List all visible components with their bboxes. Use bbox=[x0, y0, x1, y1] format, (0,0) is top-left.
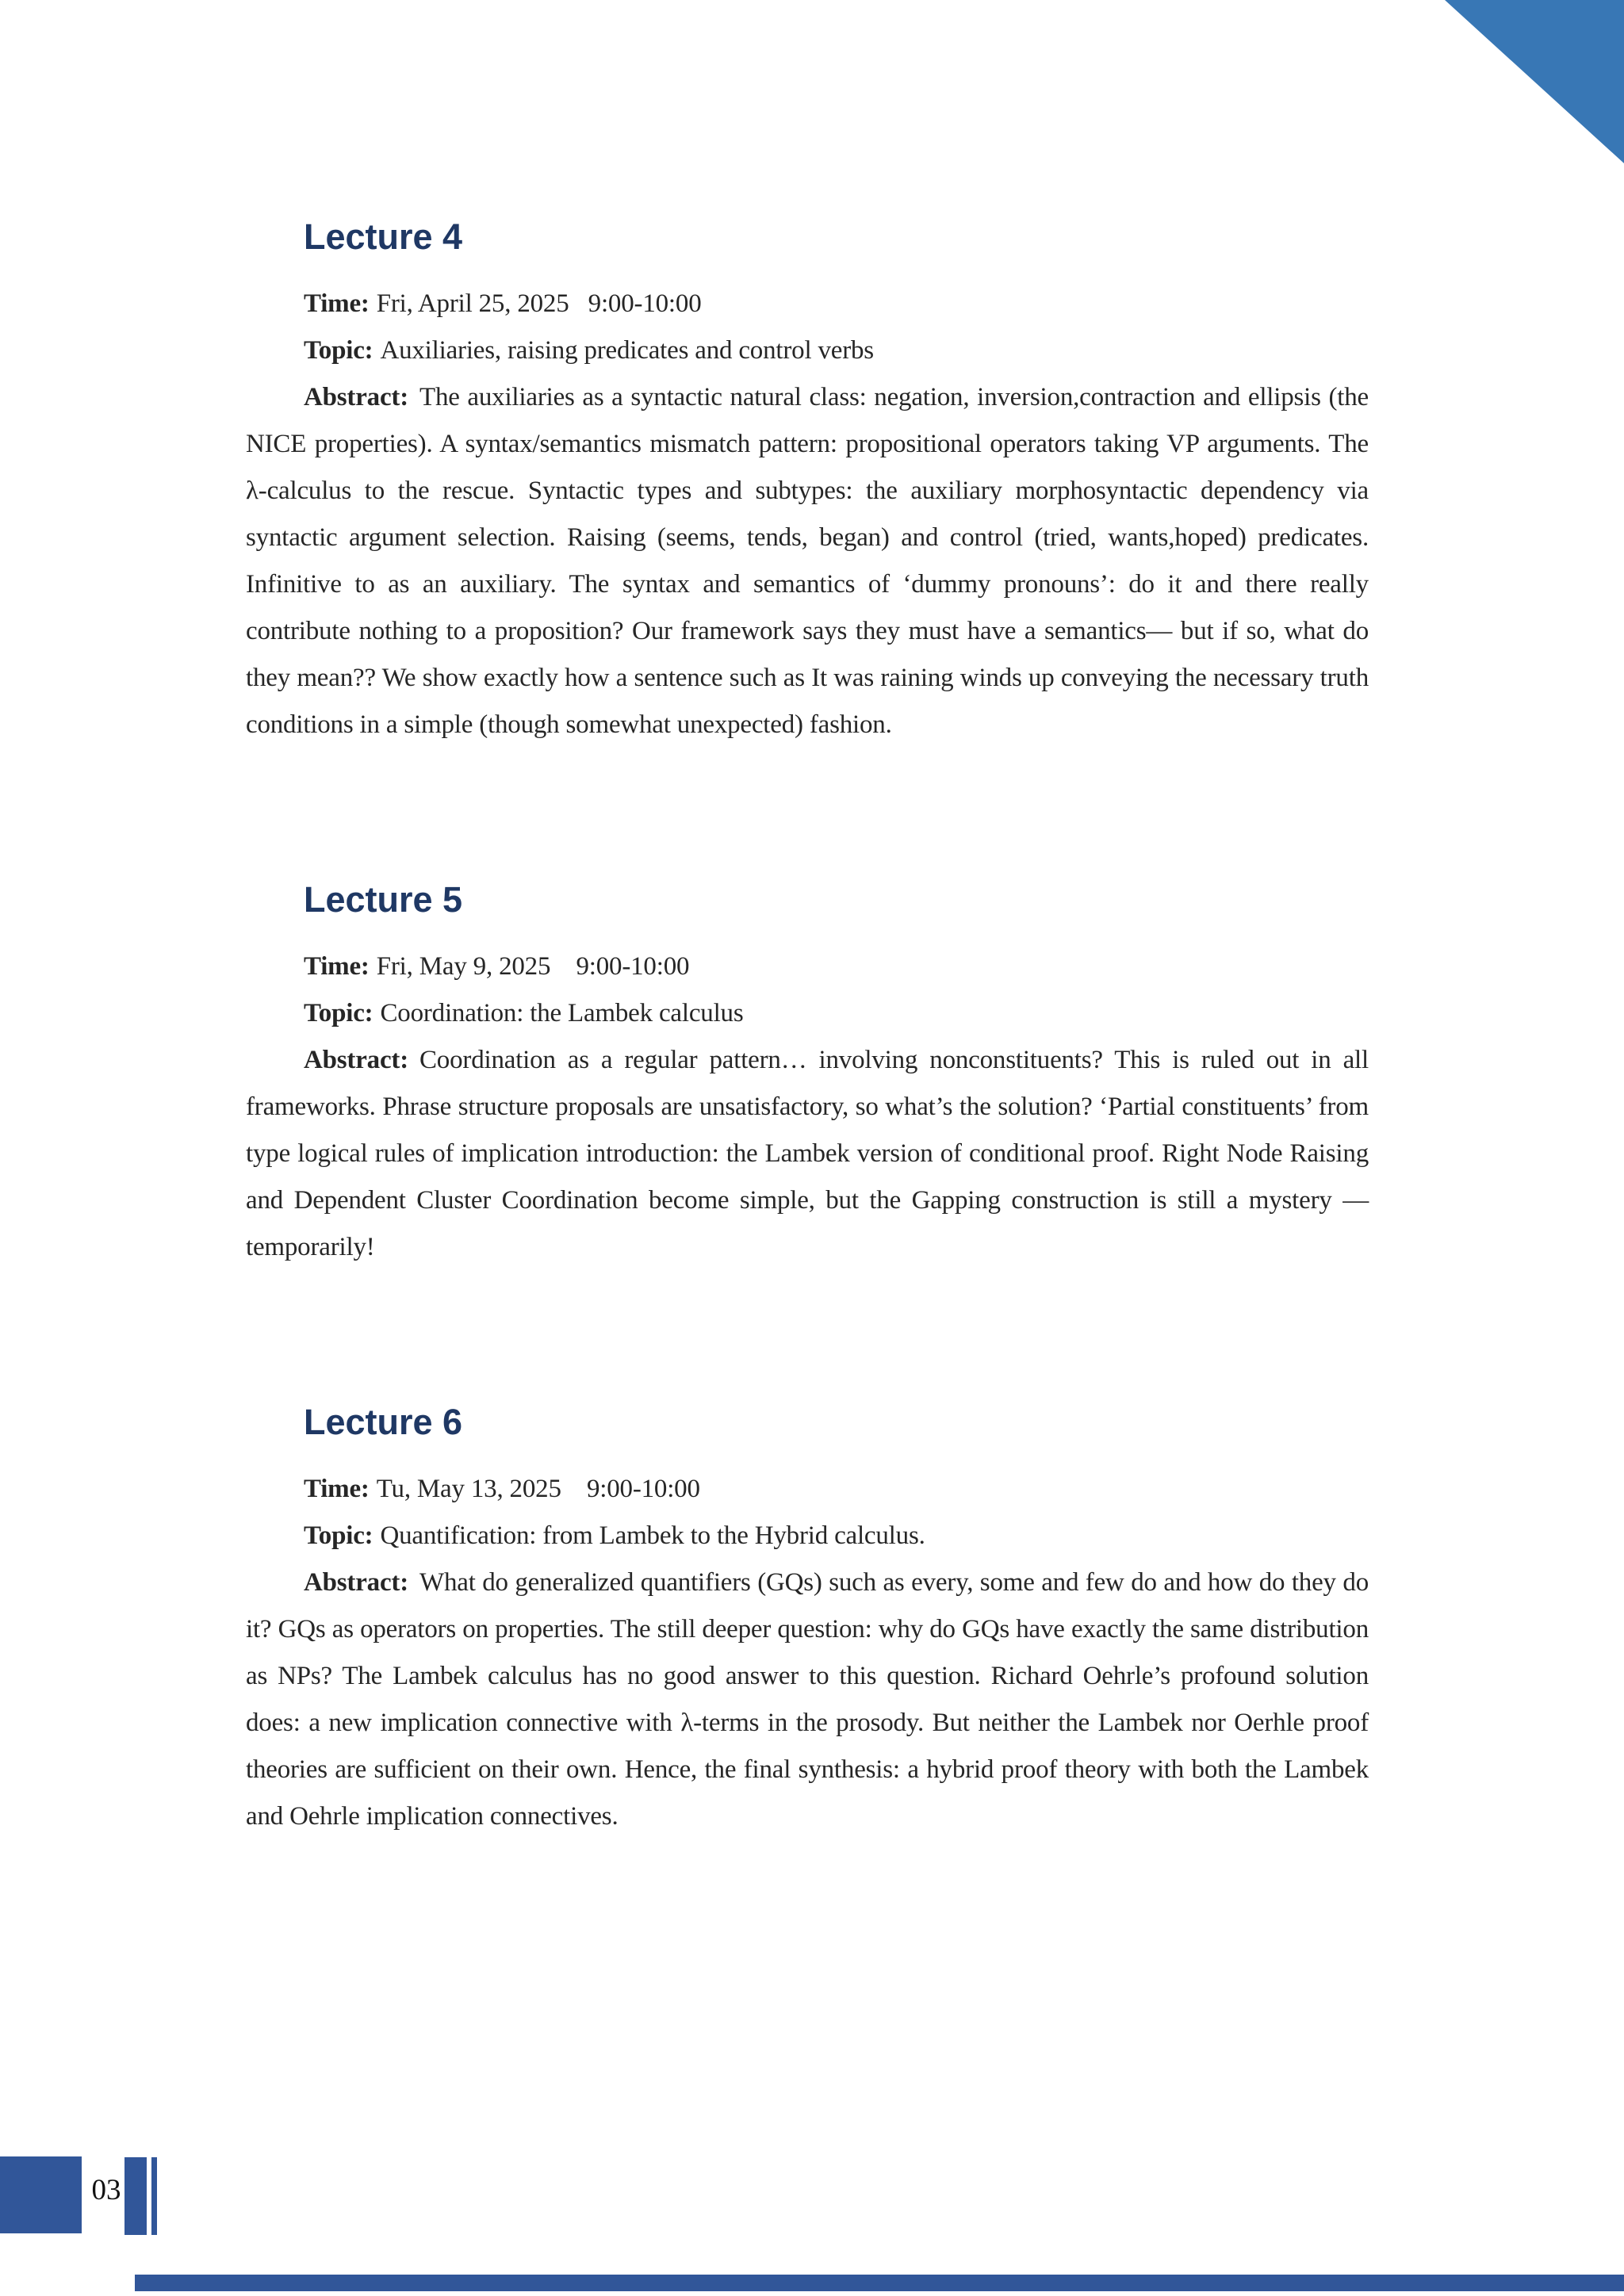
footer-bottom-rule bbox=[135, 2275, 1624, 2291]
abstract-label: Abstract: bbox=[304, 1568, 408, 1597]
lecture-title: Lecture 5 bbox=[304, 879, 463, 920]
lecture-4-section bbox=[246, 216, 1369, 748]
page-number: 03 bbox=[91, 2174, 121, 2206]
time-value: Fri, May 9, 2025 9:00-10:00 bbox=[376, 952, 690, 981]
topic-row bbox=[304, 327, 1369, 374]
page-content bbox=[246, 216, 1369, 1840]
topic-label: Topic: bbox=[304, 999, 373, 1027]
lecture-title: Lecture 6 bbox=[304, 1402, 463, 1442]
abstract-label: Abstract: bbox=[304, 1046, 408, 1074]
topic-value: Auxiliaries, raising predicates and control verbs bbox=[380, 336, 874, 365]
lecture-5-section bbox=[246, 879, 1369, 1271]
lecture-title: Lecture 4 bbox=[304, 216, 463, 257]
time-value: Fri, April 25, 2025 9:00-10:00 bbox=[376, 289, 702, 318]
corner-ribbon-decoration bbox=[1445, 0, 1624, 163]
abstract-text: The auxiliaries as a syntactic natural class: negation, inversion,contraction and ellipsis (the NICE properties). A syntax/semantics mismatch pattern: propositional operators taking VP arguments. The λ-calculus to the rescue. Syntactic types and subtypes: the auxiliary morphosyntactic dependency via syntactic argument selection. Raising (seems, tends, began) and control (tried, wants,hoped) predicates. Infinitive to as an auxiliary. The syntax and semantics of ‘dummy pronouns’: do it and there really contribute nothing to a proposition? Our framework says they must have a semantics— but if so, what do they mean?? We show exactly how a sentence such as It was raining winds up conveying the necessary truth conditions in a simple (though somewhat unexpected) fashion. bbox=[246, 383, 1369, 739]
abstract-paragraph bbox=[246, 1559, 1369, 1840]
topic-label: Topic: bbox=[304, 336, 373, 365]
topic-row bbox=[304, 990, 1369, 1037]
time-row bbox=[304, 281, 1369, 327]
topic-value: Coordination: the Lambek calculus bbox=[380, 999, 744, 1027]
footer-page-number-block bbox=[0, 2156, 82, 2233]
footer-accent-bar-medium bbox=[124, 2157, 147, 2235]
abstract-text: What do generalized quantifiers (GQs) such as every, some and few do and how do they do it? GQs as operators on properties. The still deeper question: why do GQs have exactly the same distribution as NPs? The Lambek calculus has no good answer to this question. Richard Oehrle’s profound solution does: a new implication connective with λ-terms in the prosody. But neither the Lambek nor Oerhle proof theories are sufficient on their own. Hence, the final synthesis: a hybrid proof theory with both the Lambek and Oehrle implication connectives. bbox=[246, 1568, 1369, 1831]
time-label: Time: bbox=[304, 1475, 370, 1503]
abstract-text: Coordination as a regular pattern… involving nonconstituents? This is ruled out in all frameworks. Phrase structure proposals are unsatisfactory, so what’s the solution? ‘Partial constituents’ from type logical rules of implication introduction: the Lambek version of conditional proof. Right Node Raising and Dependent Cluster Coordination become simple, but the Gapping construction is still a mystery — temporarily! bbox=[246, 1046, 1369, 1261]
abstract-label: Abstract: bbox=[304, 383, 408, 411]
time-row bbox=[304, 943, 1369, 990]
abstract-paragraph bbox=[246, 1037, 1369, 1271]
time-value: Tu, May 13, 2025 9:00-10:00 bbox=[376, 1475, 700, 1503]
time-label: Time: bbox=[304, 952, 370, 981]
time-row bbox=[304, 1466, 1369, 1513]
lecture-6-section bbox=[246, 1404, 1369, 1840]
topic-value: Quantification: from Lambek to the Hybrid calculus. bbox=[380, 1521, 925, 1550]
abstract-paragraph bbox=[246, 374, 1369, 748]
footer-accent-bar-thin bbox=[151, 2157, 157, 2235]
lecture-meta bbox=[246, 1466, 1369, 1840]
time-label: Time: bbox=[304, 289, 370, 318]
lecture-meta bbox=[246, 281, 1369, 748]
lecture-meta bbox=[246, 943, 1369, 1271]
topic-label: Topic: bbox=[304, 1521, 373, 1550]
topic-row bbox=[304, 1513, 1369, 1559]
